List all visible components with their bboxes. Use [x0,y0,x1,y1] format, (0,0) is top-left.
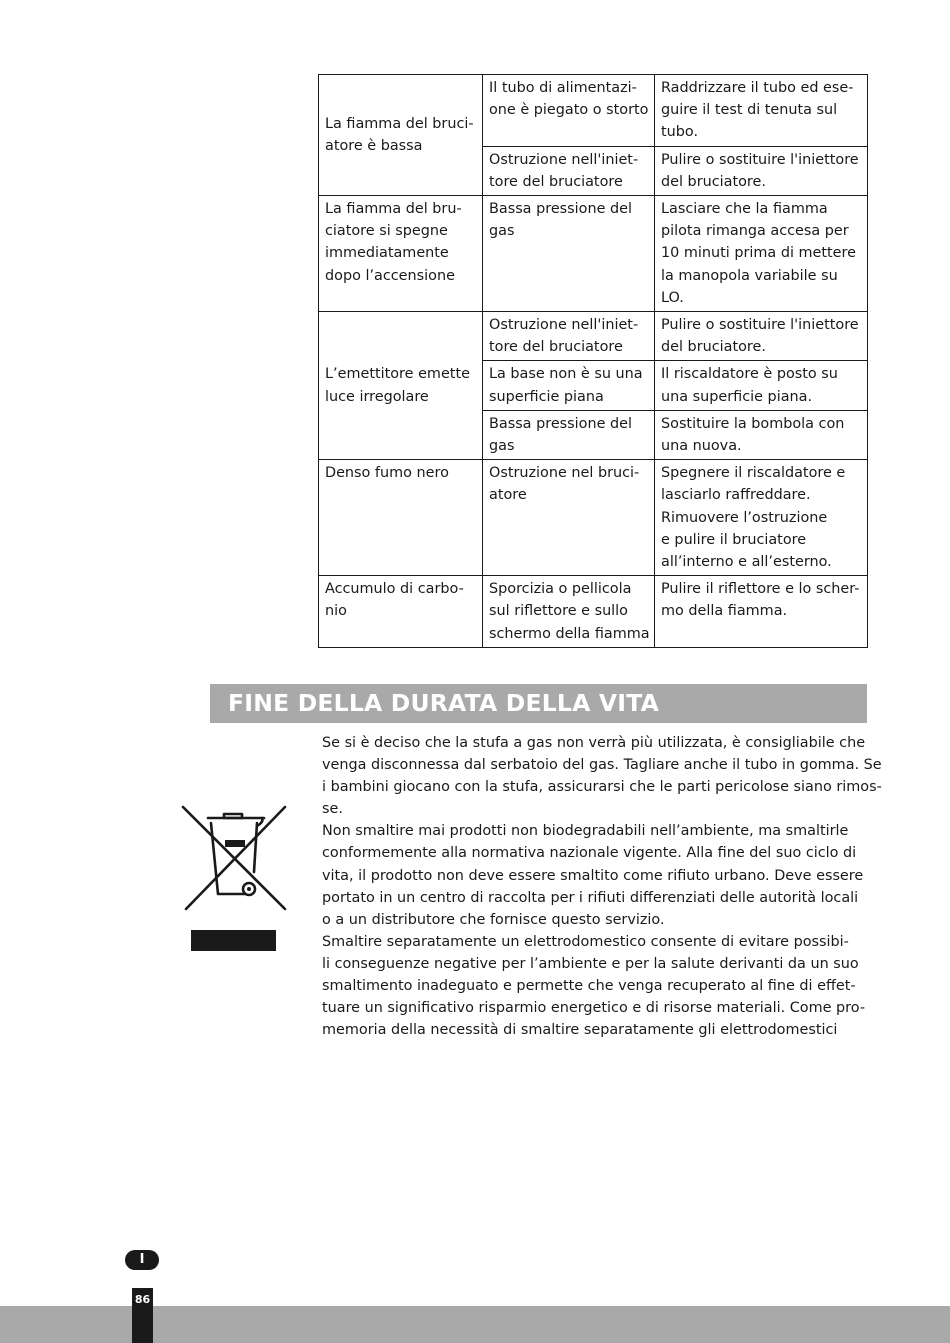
paragraph-line: Non smaltire mai prodotti non biodegradabili nell’ambiente, ma smaltirle [322,823,849,840]
page-number-tab [132,1288,153,1343]
paragraph-line: i bambini giocano con la stufa, assicurarsi che le parti pericolose siano rimos- [322,779,882,796]
solution-cell: Pulire o sostituire l'iniettore del bruciatore. [655,312,868,361]
problem-cell: La fiamma del bru- ciatore si spegne immediatamente dopo l’accensione [319,196,483,312]
paragraph-line: conformemente alla normativa nazionale vigente. Alla fine del suo ciclo di [322,845,857,862]
cause-cell: Ostruzione nell'iniet- tore del bruciatore [483,312,655,361]
solution-cell: Raddrizzare il tubo ed ese- guire il test di tenuta sul tubo. [655,75,868,147]
paragraph-line: portato in un centro di raccolta per i rifiuti differenziati delle autorità locali [322,889,859,906]
table-row [319,460,868,576]
solution-cell: Il riscaldatore è posto su una superficie piana. [655,361,868,410]
page-number: 86 [134,1293,151,1306]
table-row [319,312,868,361]
cause-cell: Il tubo di alimentazi- one è piegato o storto [483,75,655,147]
troubleshooting-table [318,74,868,648]
solution-cell: Lasciare che la fiamma pilota rimanga accesa per 10 minuti prima di mettere la manopola variabile su LO. [655,196,868,312]
cause-cell: La base non è su una superficie piana [483,361,655,410]
cause-cell: Sporcizia o pellicola sul riflettore e sullo schermo della fiamma [483,576,655,648]
problem-cell: Denso fumo nero [319,460,483,576]
paragraph-line: o a un distributore che fornisce questo servizio. [322,911,665,928]
cause-cell: Bassa pressione del gas [483,196,655,312]
table-row [319,75,868,147]
problem-cell: L’emettitore emette luce irregolare [319,312,483,460]
section-title: FINE DELLA DURATA DELLA VITA [228,689,659,717]
paragraph-line: Smaltire separatamente un elettrodomestico consente di evitare possibi- [322,933,849,950]
solution-cell: Pulire o sostituire l'iniettore del bruciatore. [655,146,868,195]
section-banner [210,684,867,723]
cause-cell: Ostruzione nel bruci- atore [483,460,655,576]
paragraph-line: vita, il prodotto non deve essere smaltito come rifiuto urbano. Deve essere [322,867,864,884]
paragraph-line: memoria della necessità di smaltire separatamente gli elettrodomestici [322,1022,838,1039]
paragraph-line: se. [322,801,343,818]
cause-cell: Bassa pressione del gas [483,410,655,459]
solution-cell: Spegnere il riscaldatore e lasciarlo raffreddare. Rimuovere l’ostruzione e pulire il bruciatore all’interno e all’esterno. [655,460,868,576]
end-of-life-text [322,732,882,1041]
problem-cell: Accumulo di carbo- nio [319,576,483,648]
cause-cell: Ostruzione nell'iniet- tore del bruciatore [483,146,655,195]
language-badge: I [125,1250,159,1270]
table-row [319,196,868,312]
table-row [319,576,868,648]
paragraph-line: smaltimento inadeguato e permette che venga recuperato al fine di effet- [322,978,856,995]
crossed-out-wheelie-bin-icon [180,804,288,954]
paragraph-line: tuare un significativo risparmio energetico e di risorse materiali. Come pro- [322,1000,866,1017]
paragraph-line: venga disconnessa dal serbatoio del gas. Tagliare anche il tubo in gomma. Se [322,757,882,774]
paragraph-line: li conseguenze negative per l’ambiente e per la salute derivanti da un suo [322,955,859,972]
solution-cell: Sostituire la bombola con una nuova. [655,410,868,459]
paragraph-line: Se si è deciso che la stufa a gas non verrà più utilizzata, è consigliabile che [322,735,866,751]
solution-cell: Pulire il riflettore e lo scher- mo della fiamma. [655,576,868,648]
problem-cell: La fiamma del bruci- atore è bassa [319,75,483,196]
